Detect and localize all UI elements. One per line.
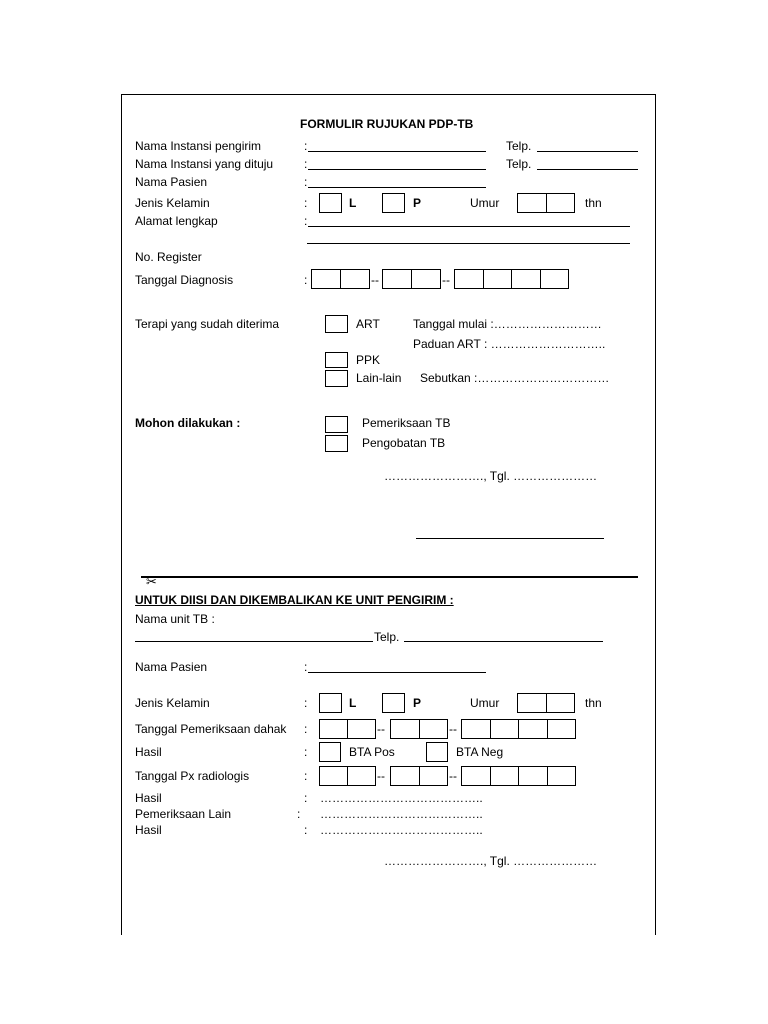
checkbox-sex-l-2[interactable] [319,693,342,713]
label-pemeriksaan-tb: Pemeriksaan TB [362,416,451,430]
colon: : [304,157,308,171]
scissors-icon: ✂ [146,574,157,589]
label-telp-3: Telp. [374,630,400,644]
label-instansi-pengirim: Nama Instansi pengirim [135,139,262,153]
field-umur-2[interactable] [517,693,575,713]
label-tanggal-diagnosis: Tanggal Diagnosis [135,273,234,287]
label-sex-l-2: L [349,696,357,710]
signature-line[interactable] [416,538,604,539]
field-telp-3[interactable] [404,641,603,642]
label-jenis-kelamin-2: Jenis Kelamin [135,696,210,710]
label-thn-2: thn [585,696,602,710]
label-lain-lain: Lain-lain [356,371,402,385]
field-hasil-3[interactable]: ………………………………….. [320,823,483,837]
colon: : [304,196,308,210]
checkbox-bta-pos[interactable] [319,742,341,762]
colon: : [304,660,308,674]
colon: : [304,722,308,736]
field-place-date-2[interactable]: ……………………., Tgl. ………………… [384,854,598,868]
label-hasil-1: Hasil [135,745,162,759]
field-dahak-day[interactable] [319,719,376,739]
label-no-register: No. Register [135,250,202,264]
label-sex-p: P [413,196,422,210]
field-diagnosis-day[interactable] [311,269,370,289]
checkbox-bta-neg[interactable] [426,742,448,762]
field-sebutkan[interactable]: Sebutkan :…………………………… [420,371,610,385]
dash: -- [442,273,450,287]
checkbox-lain-lain[interactable] [325,370,348,387]
label-pemeriksaan-lain: Pemeriksaan Lain [135,807,232,821]
label-nama-pasien: Nama Pasien [135,175,208,189]
dash: -- [371,273,379,287]
field-nama-unit-tb[interactable] [135,641,373,642]
field-instansi-dituju[interactable] [308,169,486,170]
field-umur[interactable] [517,193,575,213]
field-alamat-1[interactable] [308,226,630,227]
checkbox-sex-l[interactable] [319,193,342,213]
field-dahak-year[interactable] [461,719,576,739]
colon: : [304,273,308,287]
label-mohon-dilakukan: Mohon dilakukan : [135,416,241,430]
field-diagnosis-year[interactable] [454,269,569,289]
colon: : [304,791,308,805]
label-telp-1: Telp. [506,139,532,153]
label-terapi: Terapi yang sudah diterima [135,317,280,331]
field-alamat-2[interactable] [307,243,630,244]
checkbox-ppk[interactable] [325,352,348,368]
checkbox-sex-p-2[interactable] [382,693,405,713]
field-paduan-art[interactable]: Paduan ART : ……………………….. [413,337,606,351]
colon: : [304,696,308,710]
field-pemeriksaan-lain[interactable]: ………………………………….. [320,807,483,821]
field-dahak-month[interactable] [390,719,448,739]
label-sex-l: L [349,196,357,210]
label-art: ART [356,317,380,331]
label-telp-2: Telp. [506,157,532,171]
label-instansi-dituju: Nama Instansi yang dituju [135,157,274,171]
form-title: FORMULIR RUJUKAN PDP-TB [300,117,474,131]
checkbox-pemeriksaan-tb[interactable] [325,416,348,433]
field-telp-1[interactable] [537,151,638,152]
label-hasil-3: Hasil [135,823,162,837]
field-radiologis-day[interactable] [319,766,376,786]
field-diagnosis-month[interactable] [382,269,441,289]
label-bta-pos: BTA Pos [349,745,395,759]
colon: : [304,175,308,189]
colon: : [304,139,308,153]
label-tanggal-dahak: Tanggal Pemeriksaan dahak [135,722,287,736]
field-nama-pasien-2[interactable] [308,672,486,673]
label-bta-neg: BTA Neg [456,745,504,759]
label-alamat: Alamat lengkap [135,214,218,228]
field-telp-2[interactable] [537,169,638,170]
colon: : [297,807,301,821]
field-place-date[interactable]: ……………………., Tgl. ………………… [384,469,598,483]
checkbox-sex-p[interactable] [382,193,405,213]
label-hasil-2: Hasil [135,791,162,805]
checkbox-pengobatan-tb[interactable] [325,435,348,452]
dash: -- [377,769,385,783]
dash: -- [449,769,457,783]
field-tanggal-mulai[interactable]: Tanggal mulai :……………………… [413,317,602,331]
field-instansi-pengirim[interactable] [308,151,486,152]
label-nama-pasien-2: Nama Pasien [135,660,208,674]
field-hasil-2[interactable]: ………………………………….. [320,791,483,805]
return-heading: UNTUK DIISI DAN DIKEMBALIKAN KE UNIT PENGIRIM : [135,593,454,607]
label-pengobatan-tb: Pengobatan TB [362,436,446,450]
field-radiologis-month[interactable] [390,766,448,786]
colon: : [304,745,308,759]
label-sex-p-2: P [413,696,422,710]
colon: : [304,214,308,228]
dash: -- [449,722,457,736]
field-radiologis-year[interactable] [461,766,576,786]
label-tanggal-radiologis: Tanggal Px radiologis [135,769,250,783]
checkbox-art[interactable] [325,315,348,333]
cut-line [141,576,638,578]
label-umur: Umur [470,196,500,210]
field-nama-pasien[interactable] [308,187,486,188]
label-thn: thn [585,196,602,210]
label-ppk: PPK [356,353,381,367]
dash: -- [377,722,385,736]
label-nama-unit-tb: Nama unit TB : [135,612,215,626]
colon: : [304,823,308,837]
label-jenis-kelamin: Jenis Kelamin [135,196,210,210]
colon: : [304,769,308,783]
label-umur-2: Umur [470,696,500,710]
